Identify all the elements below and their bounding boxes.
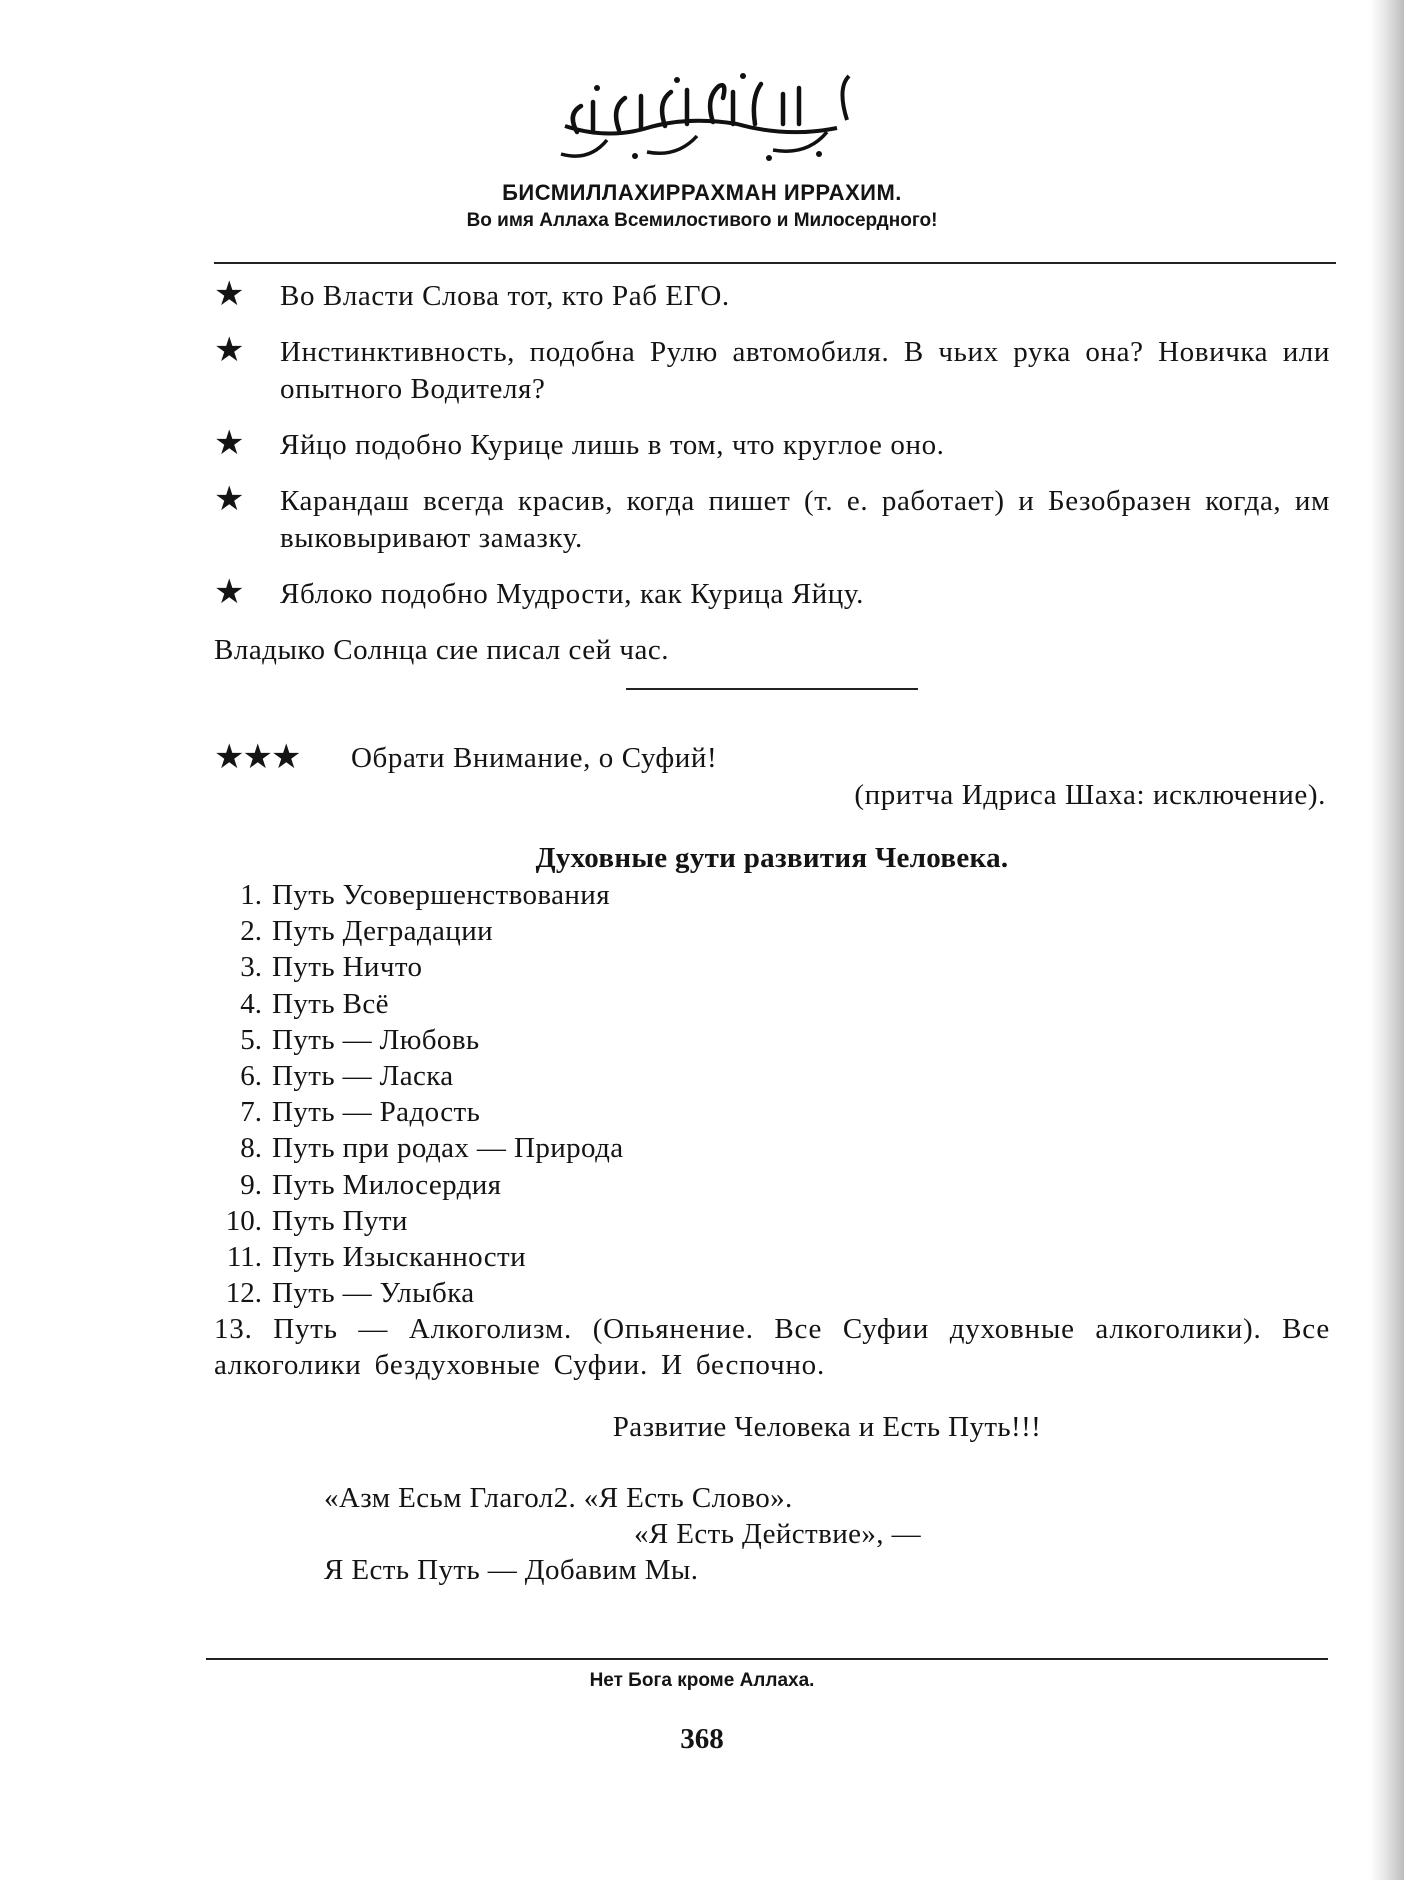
header-divider — [214, 262, 1336, 264]
item-number: 10. — [225, 1204, 262, 1237]
aphorism-text: Яйцо подобно Курице лишь в том, что круглое оно. — [280, 429, 945, 461]
conclusion: Развитие Человека и Есть Путь!!! — [612, 1411, 1042, 1444]
list-item — [214, 949, 1330, 985]
star-icon: ★ — [214, 574, 245, 611]
page-header — [0, 58, 1404, 232]
aphorism-text: Яблоко подобно Мудрости, как Курица Яйцу. — [280, 578, 864, 610]
item-number: 5. — [240, 1023, 262, 1056]
item-label: Путь Ничто — [272, 951, 423, 984]
section-divider — [626, 688, 918, 690]
list-item — [214, 1275, 1330, 1311]
item-label: Путь Деградации — [272, 915, 494, 948]
item-label: Путь — Радость — [272, 1096, 481, 1129]
item-label: Путь Всё — [272, 987, 389, 1020]
item-number: 11. — [226, 1241, 262, 1274]
list-item — [214, 1130, 1330, 1166]
list-item — [214, 986, 1330, 1022]
item-label: Путь Изысканности — [272, 1241, 526, 1274]
attention-text: Обрати Внимание, о Суфий! — [351, 742, 718, 774]
list-item — [214, 1094, 1330, 1130]
parable-reference: (притча Идриса Шаха: исключение). — [854, 779, 1326, 811]
header-subtitle: Во имя Аллаха Всемилостивого и Милосердного! — [466, 210, 938, 231]
bismillah-calligraphy — [537, 58, 867, 168]
header-title: БИСМИЛЛАХИРРАХМАН ИРРАХИМ. — [502, 180, 902, 205]
star-icon: ★ — [214, 332, 245, 369]
aphorism-item — [214, 334, 1330, 408]
list-item — [214, 877, 1330, 913]
attention-line — [214, 740, 1330, 777]
list-item — [214, 1058, 1330, 1094]
paths-list — [214, 877, 1330, 1311]
item-number: 6. — [240, 1060, 262, 1093]
list-item — [214, 1239, 1330, 1275]
aphorism-item — [214, 483, 1330, 557]
quote-line-2: «Я Есть Действие», — — [634, 1518, 921, 1551]
item-label: Путь Усовершенствования — [272, 879, 610, 911]
star-icon: ★ — [214, 481, 245, 518]
item-number: 1. — [240, 879, 262, 911]
quote-line-3: Я Есть Путь — Добавим Мы. — [324, 1554, 699, 1587]
footer-text: Нет Бога кроме Аллаха. — [589, 1670, 815, 1691]
page-edge-shadow — [1370, 0, 1404, 1880]
item-number: 9. — [240, 1168, 262, 1201]
page-number: 368 — [680, 1723, 724, 1755]
aphorism-text: Во Власти Слова тот, кто Раб ЕГО. — [280, 280, 730, 312]
item-label: Путь Милосердия — [272, 1168, 502, 1201]
item-label: Путь — Улыбка — [272, 1277, 475, 1310]
quote-line-1: «Азм Есьм Глагол2. «Я Есть Слово». — [324, 1482, 793, 1515]
main-content — [214, 278, 1330, 1588]
item-label: Путь при родах — Природа — [272, 1132, 624, 1165]
paths-title: Духовные gути развития Человека. — [535, 842, 1009, 874]
aphorism-item — [214, 278, 1330, 315]
quote-block — [324, 1480, 1330, 1588]
star-icon: ★ — [214, 276, 245, 313]
item-label: Путь Пути — [272, 1204, 408, 1237]
item-label: Путь — Ласка — [272, 1060, 454, 1093]
aphorism-text: Карандаш всегда красив, когда пишет (т. е. работает) и Безобразен когда, им выковыривают замазку. — [280, 485, 1330, 554]
item-label: Путь — Любовь — [272, 1023, 480, 1056]
aphorism-item — [214, 576, 1330, 613]
list-item-13: 13. Путь — Алкоголизм. (Опьянение. Все Суфии духовные алкоголики). Все алкоголики бездуховные Суфии. И беспочно. — [214, 1313, 1330, 1382]
star-icon: ★ — [214, 425, 245, 462]
item-number: 4. — [240, 987, 262, 1020]
list-item — [214, 1022, 1330, 1058]
aphorism-text: Инстинктивность, подобна Рулю автомобиля. В чьих рука она? Новичка или опытного Водителя? — [280, 336, 1330, 405]
item-number: 8. — [240, 1132, 262, 1165]
list-item — [214, 1203, 1330, 1239]
aphorism-item — [214, 427, 1330, 464]
item-number: 7. — [240, 1096, 262, 1129]
footer-divider — [206, 1658, 1328, 1660]
list-item — [214, 1167, 1330, 1203]
signature: Владыко Солнца сие писал сей час. — [214, 634, 669, 666]
item-number: 2. — [240, 915, 262, 948]
item-number: 12. — [225, 1277, 262, 1310]
item-number: 3. — [240, 951, 262, 984]
three-stars-icon: ★★★ — [214, 739, 300, 776]
list-item — [214, 913, 1330, 949]
